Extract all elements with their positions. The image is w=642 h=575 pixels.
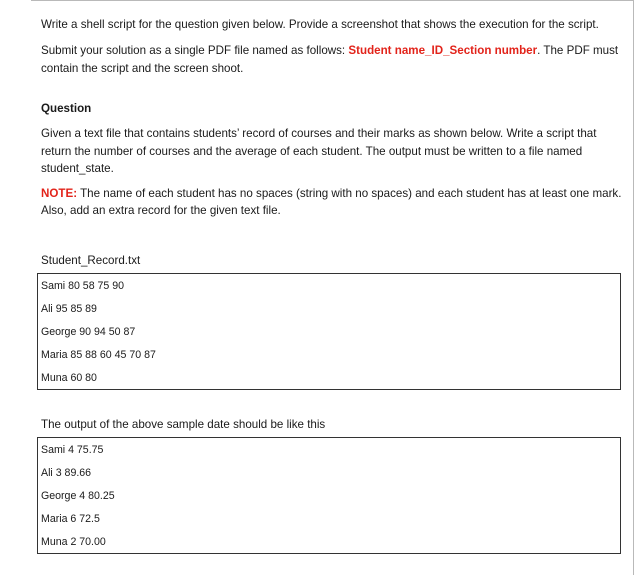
question-heading: Question bbox=[41, 102, 92, 115]
record-cell: George 90 94 50 87 bbox=[41, 325, 136, 338]
record-cell: Ali 95 85 89 bbox=[41, 302, 97, 315]
note-line-2: Also, add an extra record for the given text file. bbox=[41, 204, 281, 217]
record-cell: Muna 60 80 bbox=[41, 371, 97, 384]
instruction-suffix: . The PDF must bbox=[537, 44, 619, 57]
output-cell: Muna 2 70.00 bbox=[41, 535, 106, 548]
table-row bbox=[38, 484, 621, 507]
record-file-label: Student_Record.txt bbox=[41, 254, 141, 267]
question-line-2: return the number of courses and the average of each student. The output must be written to a file named bbox=[41, 145, 583, 158]
table-row bbox=[38, 366, 621, 390]
table-row bbox=[38, 530, 621, 554]
note-text: The name of each student has no spaces (string with no spaces) and each student has at least one mark. bbox=[77, 187, 622, 200]
question-line-3: student_state. bbox=[41, 162, 114, 175]
instruction-line-1: Write a shell script for the question given below. Provide a screenshot that shows the execution for the script. bbox=[41, 18, 599, 31]
output-cell: Maria 6 72.5 bbox=[41, 512, 100, 525]
student-record-table bbox=[37, 273, 621, 390]
table-row bbox=[38, 438, 621, 462]
page-right-border bbox=[633, 0, 634, 575]
output-cell: Sami 4 75.75 bbox=[41, 443, 104, 456]
output-sample-label: The output of the above sample date should be like this bbox=[41, 418, 326, 431]
instruction-line-3: contain the script and the screen shoot. bbox=[41, 62, 244, 75]
instruction-line-2 bbox=[41, 44, 618, 57]
question-line-1: Given a text file that contains students’ record of courses and their marks as shown below. Write a script that bbox=[41, 127, 597, 140]
instruction-prefix: Submit your solution as a single PDF file named as follows: bbox=[41, 44, 349, 57]
table-row bbox=[38, 297, 621, 320]
filename-format: Student name_ID_Section number bbox=[348, 44, 538, 57]
table-row bbox=[38, 343, 621, 366]
table-row bbox=[38, 274, 621, 298]
record-cell: Maria 85 88 60 45 70 87 bbox=[41, 348, 156, 361]
page-top-border bbox=[31, 0, 634, 1]
output-cell: Ali 3 89.66 bbox=[41, 466, 92, 479]
table-row bbox=[38, 507, 621, 530]
output-cell: George 4 80.25 bbox=[41, 489, 115, 502]
table-row bbox=[38, 320, 621, 343]
output-sample-table bbox=[37, 437, 621, 554]
note-label: NOTE: bbox=[41, 187, 78, 200]
table-row bbox=[38, 461, 621, 484]
record-cell: Sami 80 58 75 90 bbox=[41, 279, 125, 292]
note-line-1 bbox=[41, 187, 621, 200]
